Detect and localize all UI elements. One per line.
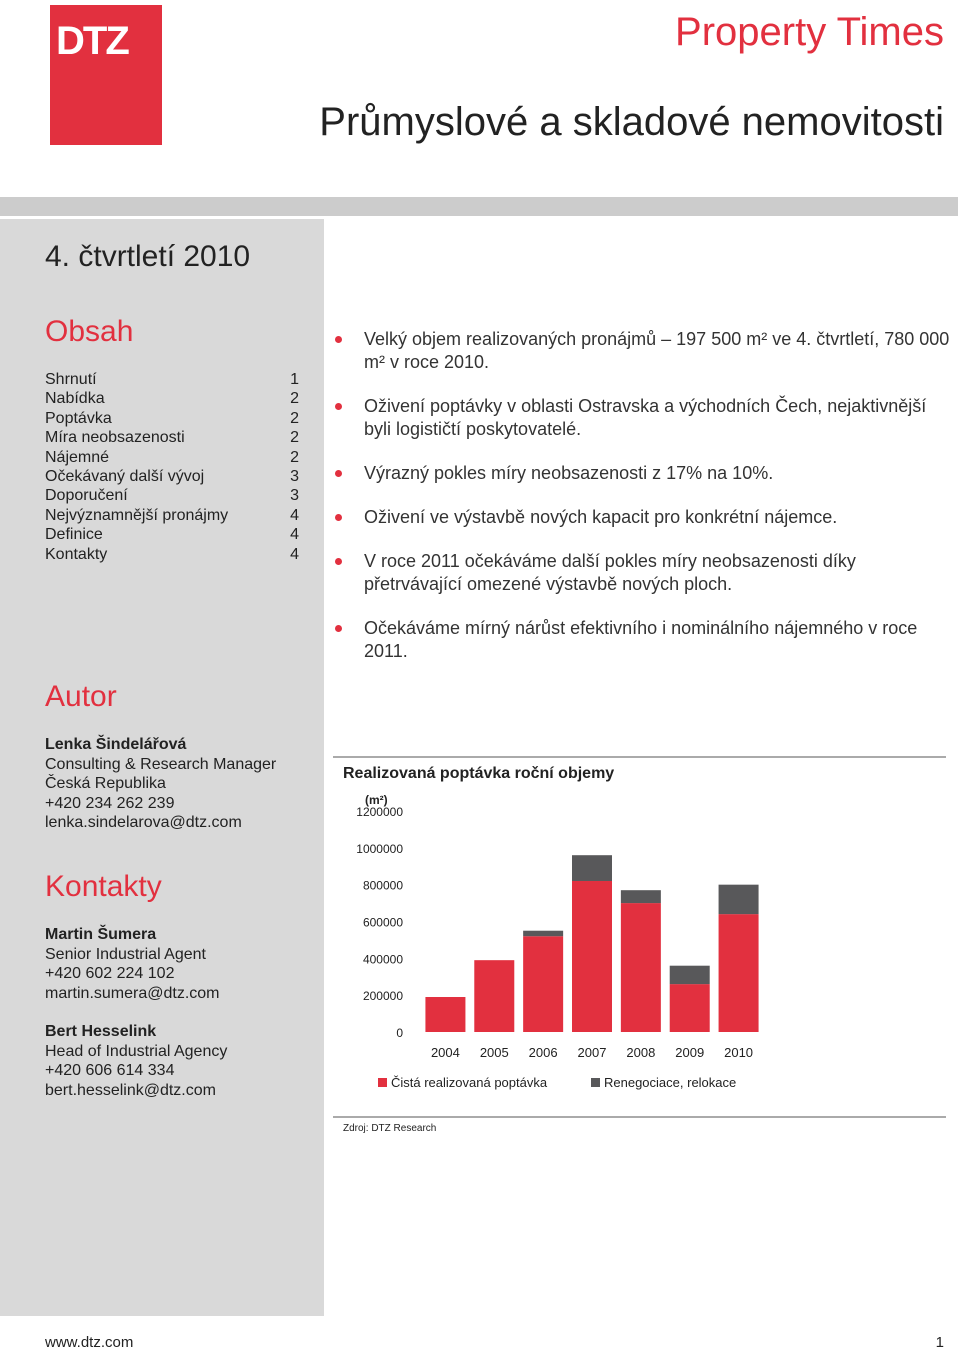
toc-item[interactable]: Shrnutí 1 [45, 371, 299, 388]
legend-label: Renegociace, relokace [604, 1075, 737, 1090]
summary-bullet: Velký objem realizovaných pronájmů – 197 500 m² ve 4. čtvrtletí, 780 000 m² v roce 2010. [340, 328, 950, 374]
bar-segment [670, 966, 710, 984]
x-tick-label: 2005 [479, 1045, 509, 1060]
bar-segment [572, 881, 612, 1032]
contact-name: Bert Hesselink [45, 1023, 157, 1040]
summary-bullet: Očekáváme mírný nárůst efektivního i nominálního nájemného v roce 2011. [340, 617, 950, 663]
summary-bullet: Výrazný pokles míry neobsazenosti z 17% na 10%. [340, 462, 950, 485]
y-tick-label: 1000000 [356, 841, 403, 856]
bar-segment [621, 903, 661, 1032]
summary-bullet: Oživení poptávky v oblasti Ostravska a východních Čech, nejaktivnější byli logističtí poskytovatelé. [340, 395, 950, 441]
y-tick-label: 0 [396, 1026, 403, 1040]
toc-item[interactable]: Poptávka 2 [45, 409, 299, 427]
bar-segment [719, 885, 759, 914]
logo-text: DTZ [56, 19, 128, 63]
chart-svg [333, 745, 946, 1135]
toc-item[interactable]: Míra neobsazenosti 2 [45, 429, 299, 447]
x-axis-ticks [431, 1045, 753, 1060]
y-tick-label: 600000 [362, 915, 403, 930]
x-tick-label: 2007 [577, 1045, 607, 1060]
dtz-logo [50, 5, 162, 145]
bar-segment [474, 960, 514, 1032]
contact-name: Martin Šumera [45, 926, 157, 943]
author-heading: Autor [45, 680, 117, 713]
bar-segment [523, 936, 563, 1032]
bar-segment [719, 914, 759, 1032]
author-card [45, 735, 276, 833]
y-tick-label: 400000 [362, 952, 403, 967]
summary-bullets [340, 328, 950, 684]
contact-card [45, 925, 220, 1003]
toc-item[interactable]: Očekávaný další vývoj 3 [45, 468, 299, 486]
chart-bars [425, 855, 758, 1032]
author-phone: +420 234 262 239 [45, 794, 175, 812]
quarter-label: 4. čtvrtletí 2010 [45, 240, 251, 273]
chart-title: Realizovaná poptávka roční objemy [343, 765, 615, 782]
y-axis-ticks [356, 805, 403, 1040]
legend-label: Čistá realizovaná poptávka [391, 1075, 548, 1090]
toc-item[interactable]: Definice 4 [45, 526, 299, 544]
x-tick-label: 2008 [626, 1045, 656, 1060]
contact-email[interactable]: martin.sumera@dtz.com [45, 984, 220, 1002]
contact-phone: +420 602 224 102 [45, 965, 175, 982]
author-country: Česká Republika [45, 775, 166, 792]
toc-item[interactable]: Nabídka 2 [45, 390, 299, 408]
table-of-contents [45, 370, 299, 564]
header-divider-bar [0, 197, 958, 216]
page-title: Průmyslové a skladové nemovitosti [319, 100, 944, 144]
bar-segment [670, 984, 710, 1032]
author-name: Lenka Šindelářová [45, 736, 187, 753]
bar-segment [621, 890, 661, 903]
bar-segment [425, 997, 465, 1032]
contacts-heading: Kontakty [45, 870, 162, 903]
footer-website[interactable]: www.dtz.com [45, 1334, 134, 1351]
legend-swatch [378, 1078, 387, 1087]
toc-item[interactable]: Kontakty 4 [45, 545, 299, 563]
toc-item[interactable]: Doporučení 3 [45, 487, 299, 505]
y-tick-label: 1200000 [356, 805, 403, 819]
legend-swatch [591, 1078, 600, 1087]
toc-item[interactable]: Nájemné 2 [45, 448, 299, 466]
summary-bullet: V roce 2011 očekáváme další pokles míry neobsazenosti díky přetrvávající omezené výstavbě nových ploch. [340, 550, 950, 596]
demand-chart [333, 745, 946, 1135]
x-tick-label: 2004 [430, 1045, 460, 1060]
y-tick-label: 800000 [362, 878, 403, 893]
x-tick-label: 2006 [528, 1045, 558, 1060]
chart-source: Zdroj: DTZ Research [343, 1123, 437, 1134]
bar-segment [572, 855, 612, 881]
chart-y-axis-label: (m²) [365, 793, 388, 807]
bar-segment [523, 931, 563, 937]
author-role: Consulting & Research Manager [45, 755, 277, 773]
x-tick-label: 2009 [675, 1045, 705, 1060]
toc-item[interactable]: Nejvýznamnější pronájmy 4 [45, 506, 299, 524]
x-tick-label: 2010 [724, 1045, 754, 1060]
contact-email[interactable]: bert.hesselink@dtz.com [45, 1081, 216, 1099]
chart-legend [378, 1075, 736, 1090]
contact-card [45, 1022, 227, 1100]
summary-bullet: Oživení ve výstavbě nových kapacit pro konkrétní nájemce. [340, 506, 950, 529]
author-email[interactable]: lenka.sindelarova@dtz.com [45, 814, 242, 831]
toc-heading: Obsah [45, 315, 134, 348]
contact-phone: +420 606 614 334 [45, 1062, 175, 1079]
contact-role: Senior Industrial Agent [45, 945, 206, 963]
series-title: Property Times [675, 10, 944, 54]
contact-role: Head of Industrial Agency [45, 1042, 228, 1060]
y-tick-label: 200000 [362, 989, 403, 1004]
footer-page-number: 1 [935, 1334, 944, 1351]
